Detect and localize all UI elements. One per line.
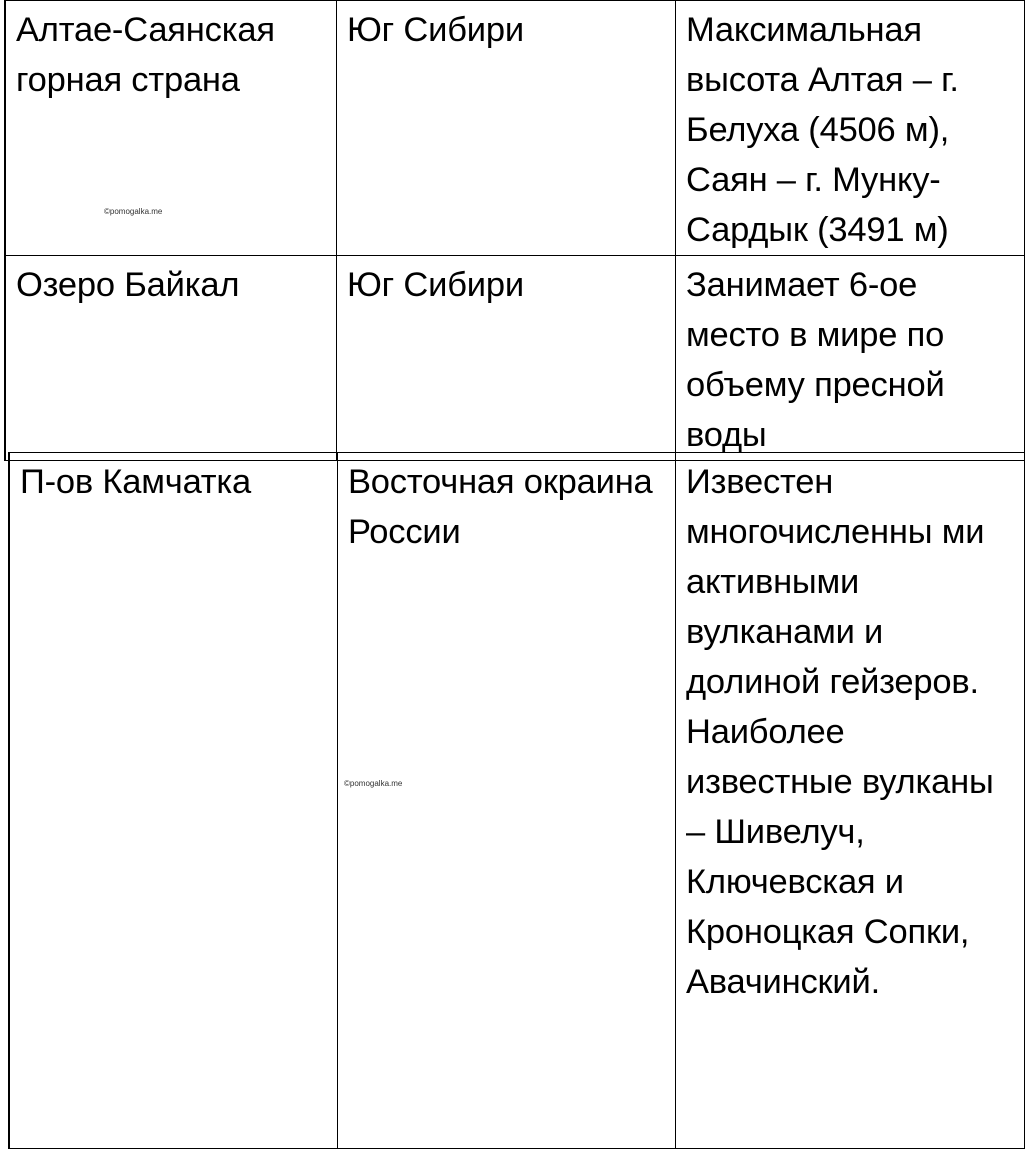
- cell-text: Известен многочисленны ми активными вулканами и долиной гейзеров. Наиболее известные вулканы – Шивелуч, Ключевская и Кроноцкая Сопки, Авачинский.: [686, 463, 994, 1001]
- cell-text: Занимает 6-ое место в мире по объему пресной воды: [686, 266, 945, 454]
- cell-text: Юг Сибири: [347, 266, 524, 304]
- cell-text: Юг Сибири: [347, 11, 524, 49]
- cell-text: Восточная окраина России: [348, 463, 653, 551]
- cell-text: Озеро Байкал: [16, 266, 240, 304]
- table-cell-object: [5, 1, 337, 256]
- table-cell-location: [337, 256, 676, 461]
- geography-table-bottom: [8, 452, 1025, 1149]
- table-cell-location: [337, 1, 676, 256]
- geography-table-top: [4, 0, 1025, 461]
- table-row: [5, 256, 1025, 461]
- table-cell-feature: [676, 1, 1025, 256]
- table-cell-feature: [676, 453, 1025, 1149]
- watermark: ©pomogalka.me: [104, 207, 163, 216]
- table-cell-location: [338, 453, 676, 1149]
- table-row: [5, 1, 1025, 256]
- table-row: [9, 453, 1025, 1149]
- watermark: ©pomogalka.me: [344, 779, 403, 788]
- table-cell-feature: [676, 256, 1025, 461]
- table-cell-object: [9, 453, 338, 1149]
- table-cell-object: [5, 256, 337, 461]
- cell-text: Максимальная высота Алтая – г. Белуха (4506 м), Саян – г. Мунку-Сардык (3491 м): [686, 11, 959, 249]
- cell-text: П-ов Камчатка: [20, 463, 252, 501]
- cell-text: Алтае-Саянская горная страна: [16, 11, 275, 99]
